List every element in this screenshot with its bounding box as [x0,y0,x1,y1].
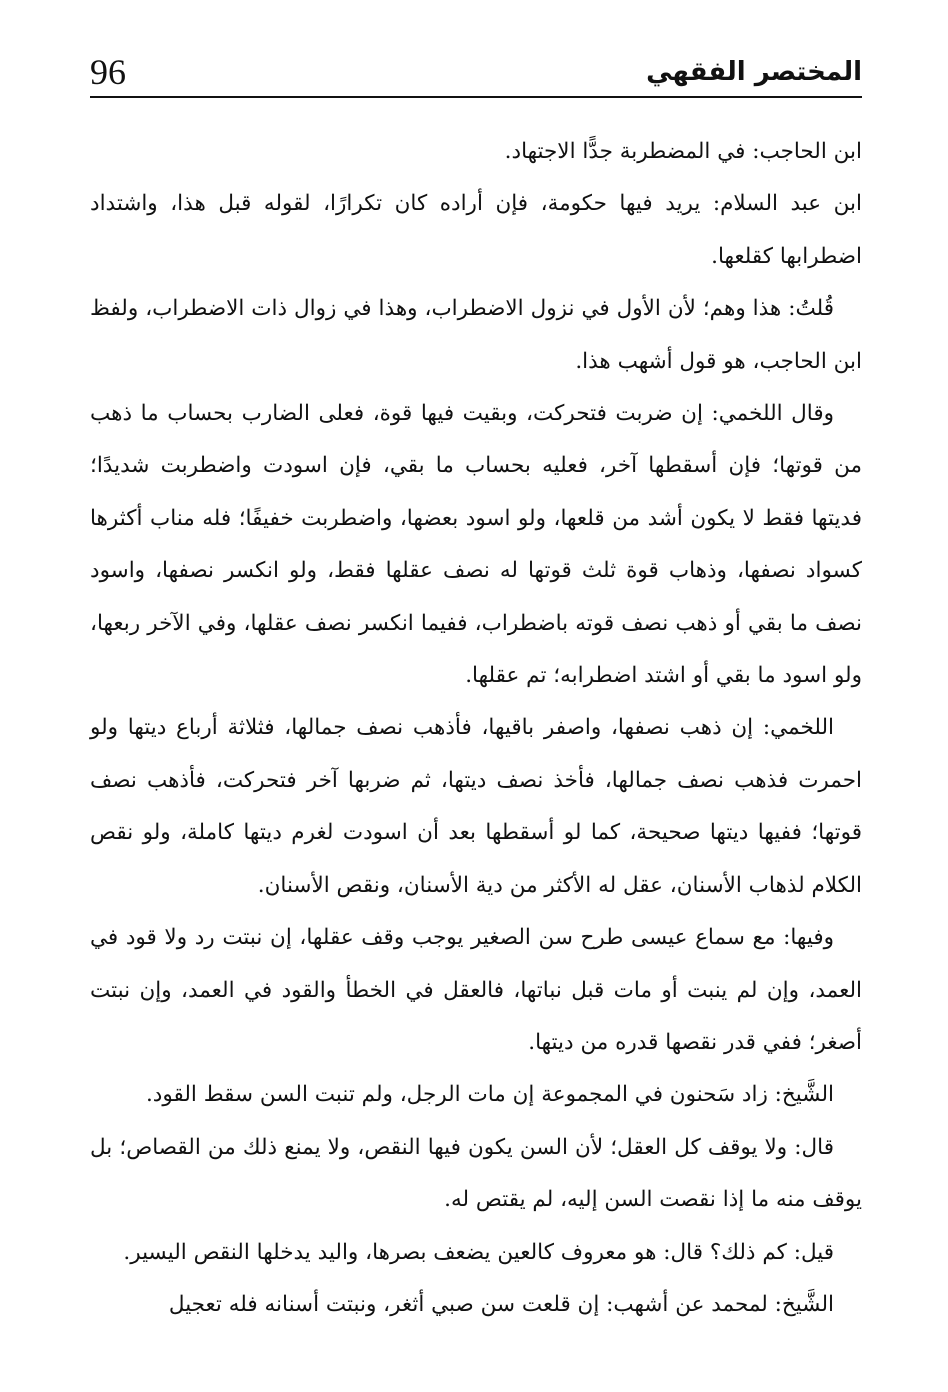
running-header [90,44,862,98]
paragraph: قيل: كم ذلك؟ قال: هو معروف كالعين يضعف بصرها، واليد يدخلها النقص اليسير. [123,1239,834,1265]
paragraph: قُلتُ: هذا وهم؛ لأن الأول في نزول الاضطراب، وهذا في زوال ذات الاضطراب، ولفظ ابن الحاجب، هو قول أشهب هذا. [90,296,862,374]
paragraph: الشَّيخ: زاد سَحنون في المجموعة إن مات الرجل، ولم تنبت السن سقط القود. [145,1082,834,1108]
paragraph: الشَّيخ: لمحمد عن أشهب: إن قلعت سن صبي أثغر، ونبتت أسنانه فله تعجيل [168,1291,834,1317]
paragraph: وقال اللخمي: إن ضربت فتحركت، وبقيت فيها قوة، فعلى الضارب بحساب ما ذهب من قوتها؛ فإن أسقطها آخر، فعليه بحساب ما بقي، فإن اسودت واضطربت شديدًا؛ فديتها فقط لا يكون أشد من قلعها، ولو اسود بعضها، واضطربت خفيفًا؛ فله مناب أكثرها كسواد نصفها، وذهاب قوة ثلث قوتها له نصف عقلها فقط، ولو انكسر نصفها، واسود نصف ما بقي أو ذهب نصف قوته باضطراب، ففيما انكسر نصف عقلها، وفي الآخر ربعها، ولو اسود ما بقي أو اشتد اضطرابه؛ تم عقلها. [90,401,862,689]
body-text [90,126,862,1331]
page-number: 96 [90,52,126,92]
paragraph: اللخمي: إن ذهب نصفها، واصفر باقيها، فأذهب نصف جمالها، فثلاثة أرباع ديتها ولو احمرت فذهب نصف جمالها، فأخذ نصف ديتها، ثم ضربها آخر فتحركت، فأذهب نصف قوتها؛ ففيها ديتها صحيحة، كما لو أسقطها بعد أن اسودت لغرم ديتها كاملة، ولو نقص الكلام لذهاب الأسنان، عقل له الأكثر من دية الأسنان، ونقص الأسنان. [90,715,862,898]
paragraph: ابن الحاجب: في المضطربة جدًّا الاجتهاد. [504,139,862,164]
paragraph: قال: ولا يوقف كل العقل؛ لأن السن يكون فيها النقص، ولا يمنع ذلك من القصاص؛ بل يوقف منه ما إذا نقصت السن إليه، لم يقتص له. [90,1134,862,1213]
paragraph: ابن عبد السلام: يريد فيها حكومة، فإن أراده كان تكرارًا، لقوله قبل هذا، واشتداد اضطرابها كقلعها. [90,191,862,269]
paragraph: وفيها: مع سماع عيسى طرح سن الصغير يوجب وقف عقلها، إن نبتت رد ولا قود في العمد، وإن لم ينبت أو مات قبل نباتها، فالعقل في الخطأ والقود في العمد، وإن نبتت أصغر؛ ففي قدر نقصها قدره من ديتها. [90,925,862,1055]
book-title: المختصر الفقهي [646,57,862,87]
